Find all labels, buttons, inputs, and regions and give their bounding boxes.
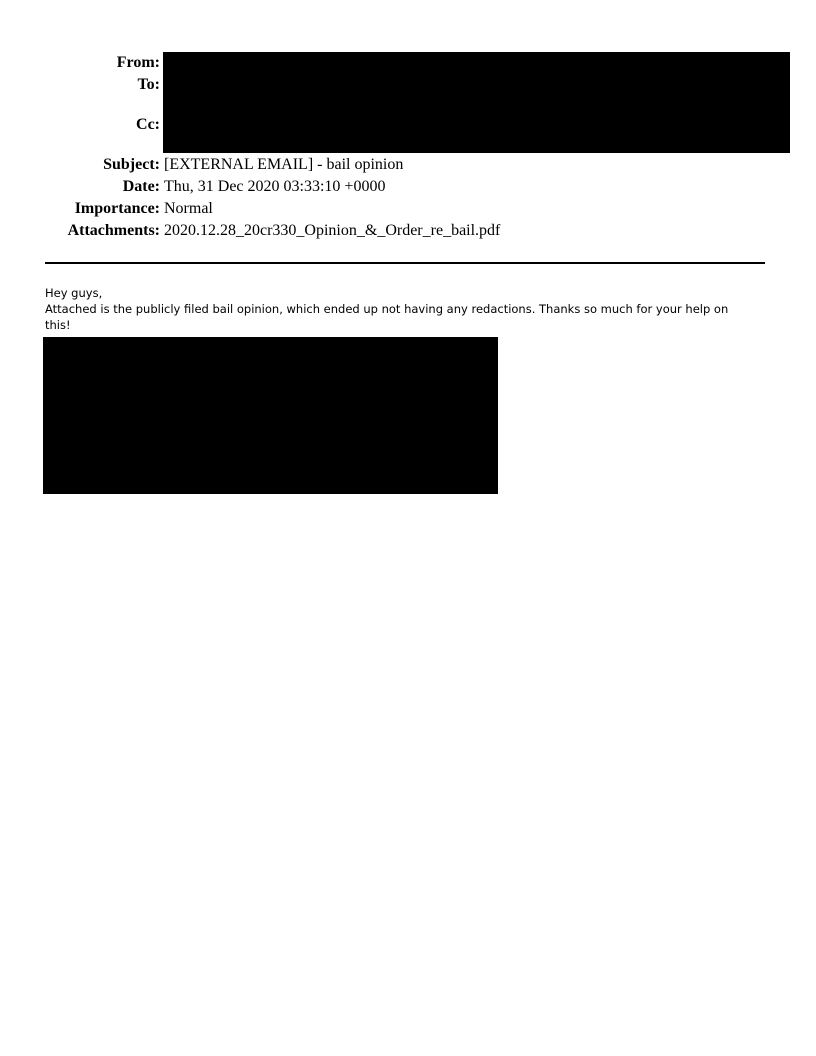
attachments-label: Attachments:: [67, 222, 160, 239]
header-divider: [45, 262, 765, 264]
attachments-value: 2020.12.28_20cr330_Opinion_&_Order_re_bail.pdf: [164, 222, 501, 239]
signature-redaction: [43, 337, 498, 494]
subject-label: Subject:: [103, 156, 160, 173]
message-greeting: Hey guys,: [45, 286, 103, 300]
to-label: To:: [137, 76, 160, 93]
importance-value: Normal: [164, 200, 213, 217]
date-label: Date:: [122, 178, 160, 195]
message-line-2: this!: [45, 318, 71, 332]
recipients-redaction: [163, 52, 790, 153]
from-label: From:: [116, 54, 160, 71]
date-value: Thu, 31 Dec 2020 03:33:10 +0000: [164, 178, 386, 195]
subject-value: [EXTERNAL EMAIL] - bail opinion: [164, 156, 404, 173]
message-line-1: Attached is the publicly filed bail opinion, which ended up not having any redactions. Thanks so much for your help on: [45, 302, 729, 316]
importance-label: Importance:: [74, 200, 160, 217]
cc-label: Cc:: [136, 116, 160, 133]
